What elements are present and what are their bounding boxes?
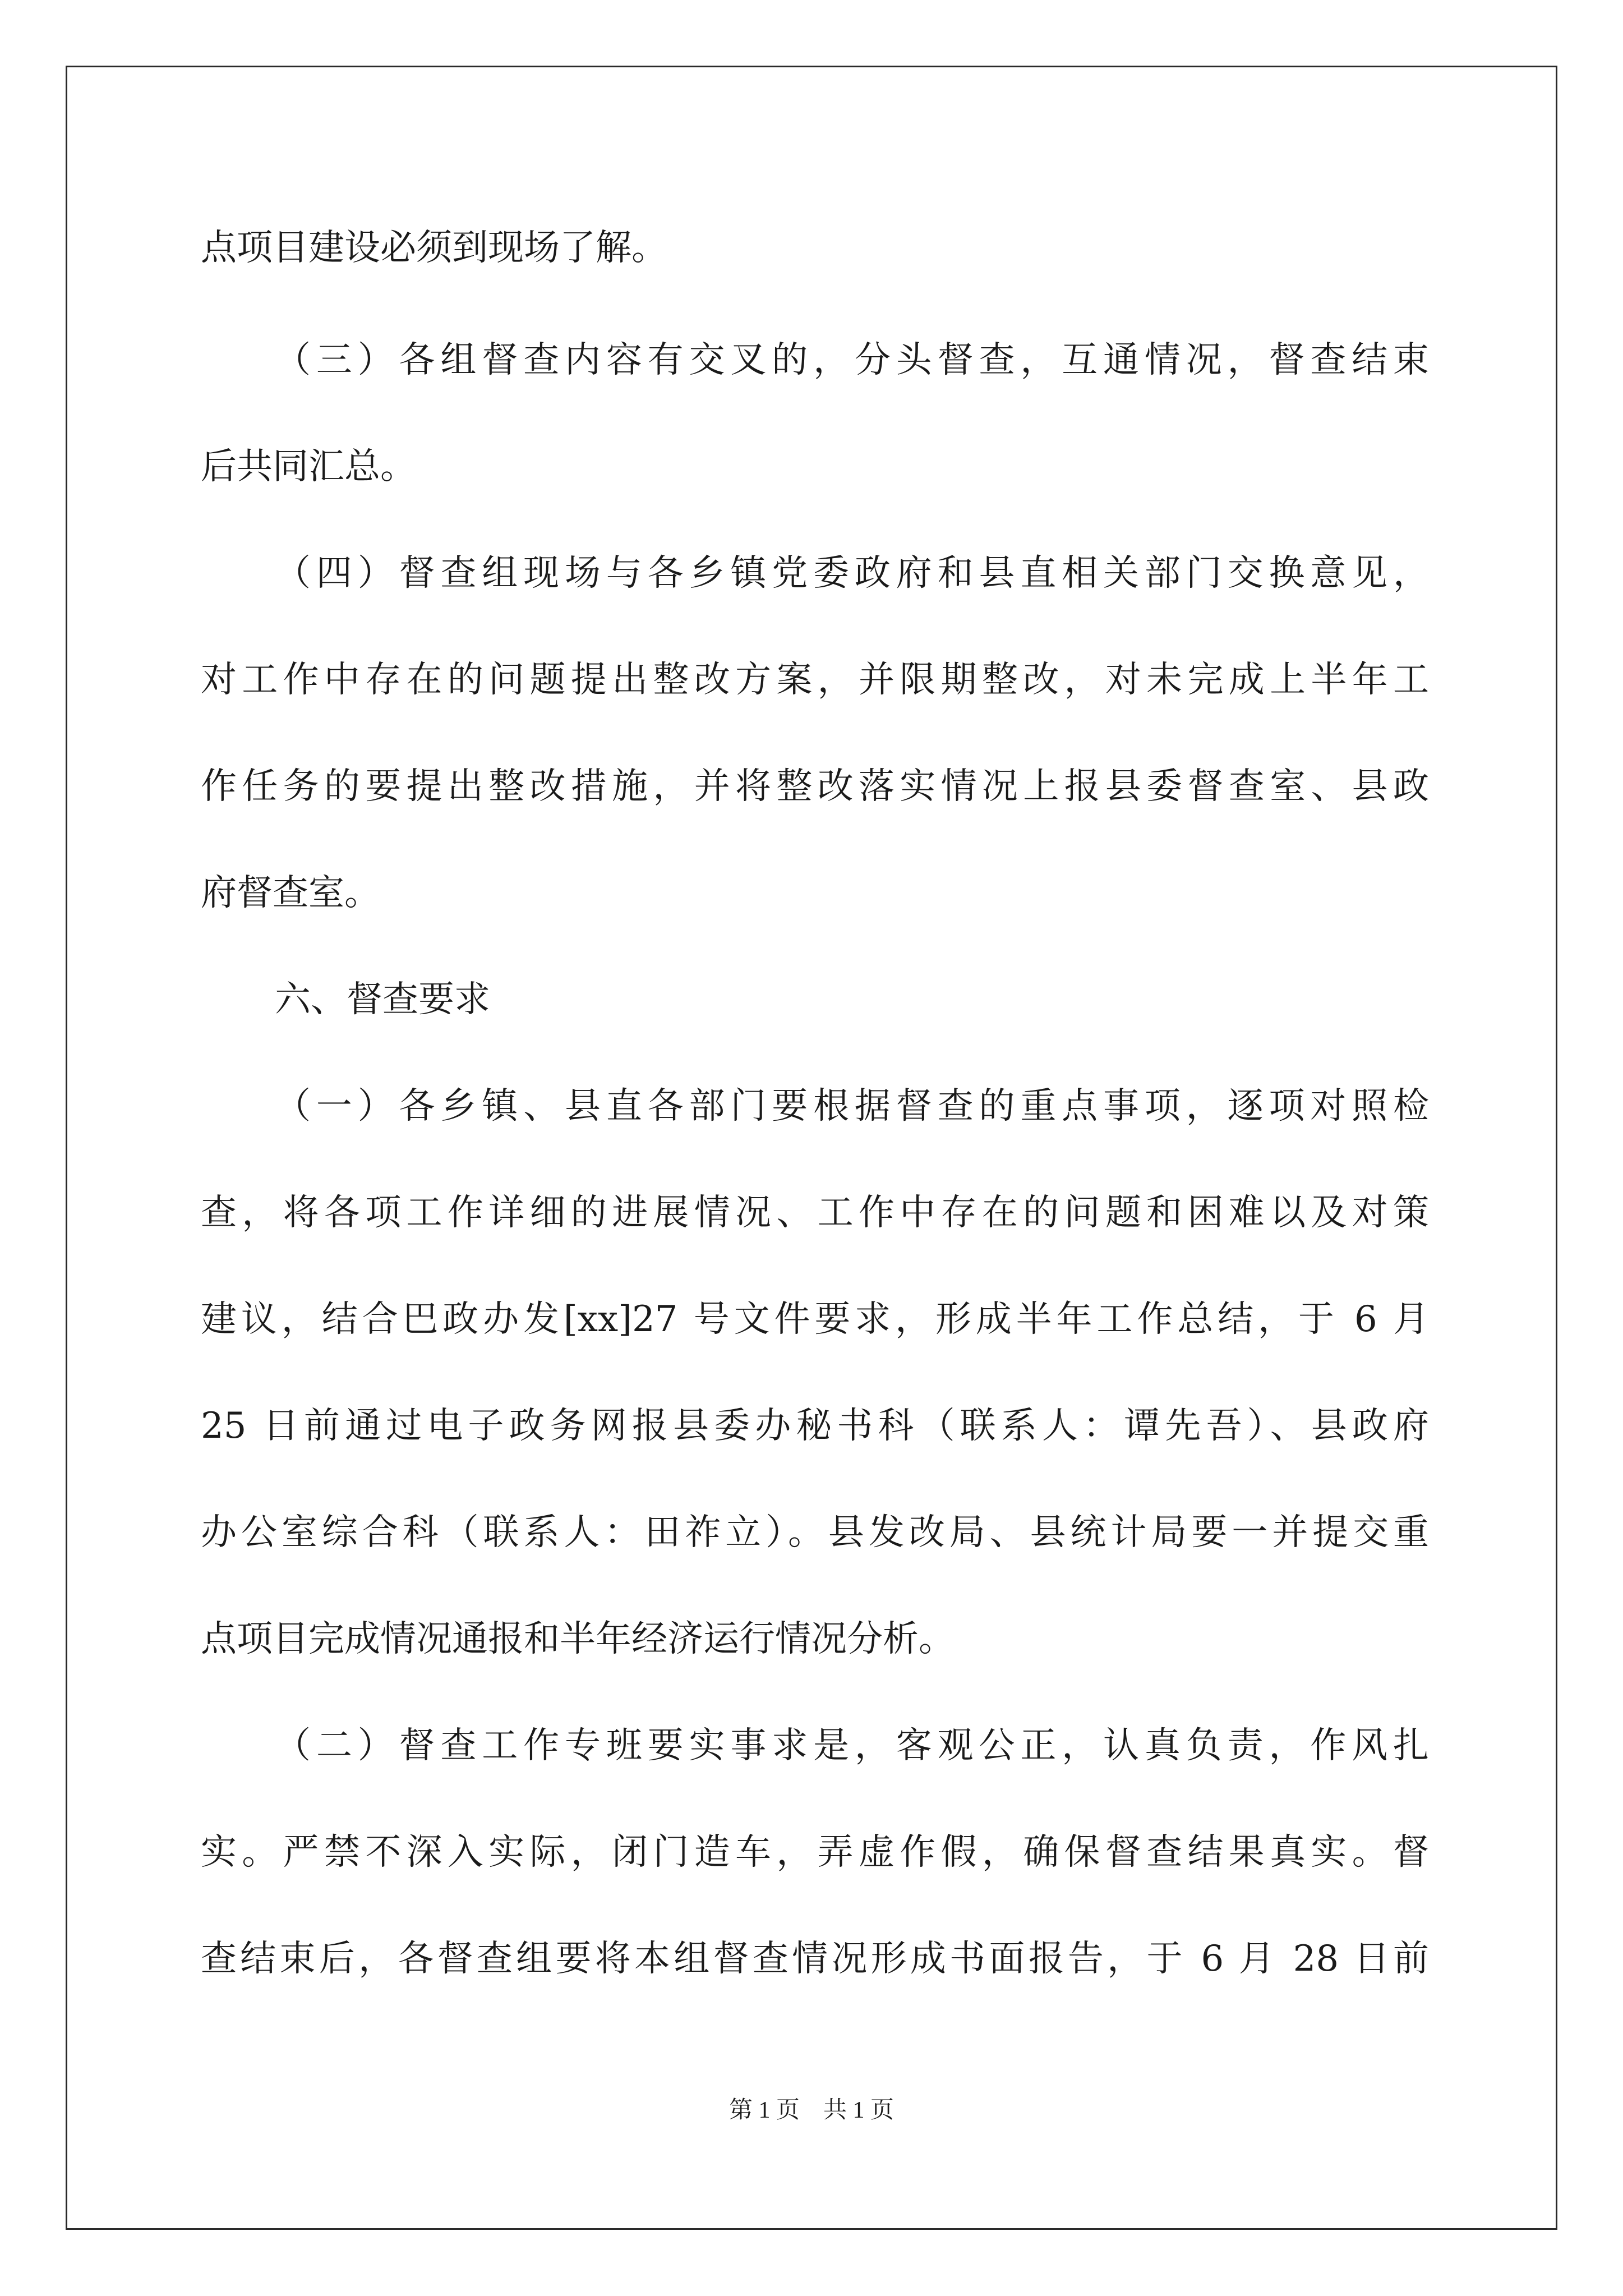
text-line: 作任务的要提出整改措施，并将整改落实情况上报县委督查室、县政 [201, 766, 1429, 807]
section-heading: 六、督查要求 [275, 979, 490, 1020]
text-line: （三）各组督查内容有交叉的，分头督查，互通情况，督查结束 [275, 339, 1429, 381]
text-line: （二）督查工作专班要实事求是，客观公正，认真负责，作风扎 [275, 1725, 1429, 1766]
text-line: 查，将各项工作详细的进展情况、工作中存在的问题和困难以及对策 [201, 1192, 1429, 1234]
page-border [66, 66, 1557, 2230]
text-line: 查结束后，各督查组要将本组督查情况形成书面报告，于 6 月 28 日前 [201, 1938, 1429, 1980]
text-line: 建议，结合巴政办发[xx]27 号文件要求，形成半年工作总结，于 6 月 [201, 1299, 1429, 1340]
text-line: 25 日前通过电子政务网报县委办秘书科（联系人：谭先吾）、县政府 [201, 1405, 1429, 1447]
text-line: 对工作中存在的问题提出整改方案，并限期整改，对未完成上半年工 [201, 659, 1429, 701]
page-footer: 第 1 页 共 1 页 [728, 2097, 894, 2123]
text-line: 实。严禁不深入实际，闭门造车，弄虚作假，确保督查结果真实。督 [201, 1832, 1429, 1873]
text-line: 后共同汇总。 [201, 446, 416, 487]
text-line: 府督查室。 [201, 872, 380, 914]
text-line: 办公室综合科（联系人：田祚立）。县发改局、县统计局要一并提交重 [201, 1512, 1429, 1553]
text-line: （一）各乡镇、县直各部门要根据督查的重点事项，逐项对照检 [275, 1085, 1429, 1127]
text-line: 点项目建设必须到现场了解。 [201, 227, 667, 269]
text-line: （四）督查组现场与各乡镇党委政府和县直相关部门交换意见， [275, 553, 1429, 594]
text-line: 点项目完成情况通报和半年经济运行情况分析。 [201, 1618, 955, 1660]
